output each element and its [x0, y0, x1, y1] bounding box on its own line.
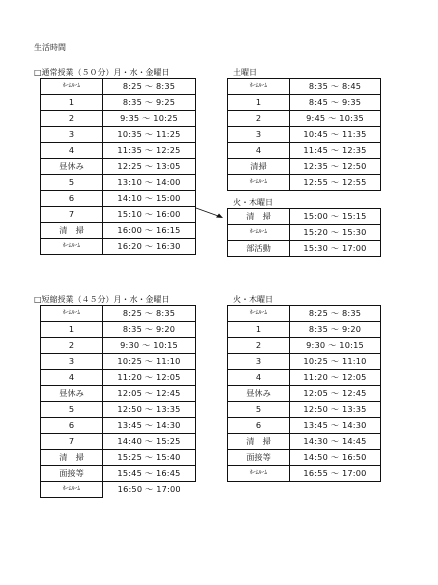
time-cell: 12:35 ～ 12:50 [290, 159, 381, 175]
table-row [41, 322, 196, 338]
table-row [41, 466, 196, 482]
time-cell: 12:25 ～ 13:05 [103, 159, 196, 175]
short-schedule-body [41, 306, 196, 498]
table-row [228, 79, 381, 95]
table-row [228, 450, 381, 466]
time-cell: 13:45 ～ 14:30 [103, 418, 196, 434]
period-cell: 3 [41, 354, 103, 370]
time-cell: 15:45 ～ 16:45 [103, 466, 196, 482]
period-cell: 清掃 [228, 159, 290, 175]
table-row [41, 223, 196, 239]
period-cell: 4 [228, 370, 290, 386]
table-row [228, 241, 381, 257]
time-cell: 14:30 ～ 14:45 [290, 434, 381, 450]
period-cell: 3 [228, 354, 290, 370]
time-cell: 15:20 ～ 15:30 [290, 225, 381, 241]
table-row [228, 127, 381, 143]
table-row [228, 306, 381, 322]
period-cell: 昼休み [228, 386, 290, 402]
table-row [228, 370, 381, 386]
time-cell: 14:10 ～ 15:00 [103, 191, 196, 207]
table-row [41, 434, 196, 450]
time-cell: 15:10 ～ 16:00 [103, 207, 196, 223]
saturday-schedule-heading: 土曜日 [233, 68, 257, 77]
period-cell: 6 [41, 418, 103, 434]
period-cell: 6 [41, 191, 103, 207]
table-row [228, 209, 381, 225]
table-row [41, 191, 196, 207]
time-cell: 13:45 ～ 14:30 [290, 418, 381, 434]
period-cell: 2 [41, 111, 103, 127]
table-row [228, 386, 381, 402]
short-tue-thu-schedule-table [227, 305, 381, 482]
period-cell: 清 掃 [228, 434, 290, 450]
arrow-icon [196, 206, 224, 220]
time-cell: 16:55 ～ 17:00 [290, 466, 381, 482]
time-cell: 8:25 ～ 8:35 [103, 306, 196, 322]
time-cell: 14:50 ～ 16:50 [290, 450, 381, 466]
time-cell: 11:35 ～ 12:25 [103, 143, 196, 159]
time-cell: 10:25 ～ 11:10 [103, 354, 196, 370]
table-row [228, 402, 381, 418]
period-cell: 7 [41, 207, 103, 223]
period-cell: ﾎｰﾑﾙｰﾑ [228, 175, 290, 191]
table-row [41, 127, 196, 143]
table-row [41, 402, 196, 418]
table-row [41, 370, 196, 386]
table-row [41, 239, 196, 255]
table-row [228, 175, 381, 191]
table-row [41, 79, 196, 95]
regular-schedule-heading: □通常授業（５０分）月・水・金曜日 [34, 68, 170, 77]
table-row [228, 354, 381, 370]
table-row [228, 111, 381, 127]
table-row [41, 306, 196, 322]
time-cell: 16:20 ～ 16:30 [103, 239, 196, 255]
period-cell: ﾎｰﾑﾙｰﾑ [228, 466, 290, 482]
period-cell: 5 [41, 175, 103, 191]
period-cell: 4 [228, 143, 290, 159]
time-cell: 12:55 ～ 12:55 [290, 175, 381, 191]
time-cell: 16:50 ～ 17:00 [103, 482, 196, 498]
regular-schedule-table [40, 78, 196, 255]
short-schedule-table [40, 305, 196, 498]
time-cell: 12:50 ～ 13:35 [290, 402, 381, 418]
table-row [228, 95, 381, 111]
time-cell: 12:05 ～ 12:45 [103, 386, 196, 402]
table-row [228, 338, 381, 354]
table-row [41, 175, 196, 191]
table-row [228, 418, 381, 434]
table-row [228, 143, 381, 159]
table-row [41, 159, 196, 175]
time-cell: 8:25 ～ 8:35 [103, 79, 196, 95]
time-cell: 11:20 ～ 12:05 [290, 370, 381, 386]
table-row [41, 482, 196, 498]
period-cell: 清 掃 [41, 450, 103, 466]
period-cell: 昼休み [41, 386, 103, 402]
period-cell: 昼休み [41, 159, 103, 175]
short-schedule-heading: □短縮授業（４５分）月・水・金曜日 [34, 295, 170, 304]
table-row [41, 143, 196, 159]
table-row [228, 225, 381, 241]
period-cell: 2 [41, 338, 103, 354]
table-row [41, 338, 196, 354]
period-cell: 5 [41, 402, 103, 418]
period-cell: ﾎｰﾑﾙｰﾑ [41, 482, 103, 498]
period-cell: 2 [228, 111, 290, 127]
period-cell: ﾎｰﾑﾙｰﾑ [228, 225, 290, 241]
time-cell: 15:25 ～ 15:40 [103, 450, 196, 466]
time-cell: 10:35 ～ 11:25 [103, 127, 196, 143]
time-cell: 16:00 ～ 16:15 [103, 223, 196, 239]
period-cell: ﾎｰﾑﾙｰﾑ [41, 239, 103, 255]
period-cell: ﾎｰﾑﾙｰﾑ [41, 306, 103, 322]
regular-schedule-body [41, 79, 196, 255]
table-row [41, 418, 196, 434]
period-cell: ﾎｰﾑﾙｰﾑ [41, 79, 103, 95]
period-cell: 1 [41, 322, 103, 338]
time-cell: 9:45 ～ 10:35 [290, 111, 381, 127]
period-cell: ﾎｰﾑﾙｰﾑ [228, 79, 290, 95]
time-cell: 9:30 ～ 10:15 [103, 338, 196, 354]
saturday-schedule-table [227, 78, 381, 191]
table-row [41, 386, 196, 402]
period-cell: 清 掃 [228, 209, 290, 225]
period-cell: 1 [228, 95, 290, 111]
time-cell: 8:35 ～ 8:45 [290, 79, 381, 95]
time-cell: 8:25 ～ 8:35 [290, 306, 381, 322]
page-title: 生活時間 [34, 43, 66, 52]
period-cell: 1 [41, 95, 103, 111]
tue-thu-heading: 火・木曜日 [233, 198, 273, 207]
period-cell: 1 [228, 322, 290, 338]
period-cell: 部活動 [228, 241, 290, 257]
time-cell: 12:05 ～ 12:45 [290, 386, 381, 402]
time-cell: 8:35 ～ 9:25 [103, 95, 196, 111]
time-cell: 8:35 ～ 9:20 [290, 322, 381, 338]
period-cell: 面接等 [228, 450, 290, 466]
period-cell: 2 [228, 338, 290, 354]
table-row [41, 354, 196, 370]
time-cell: 13:10 ～ 14:00 [103, 175, 196, 191]
period-cell: 4 [41, 370, 103, 386]
time-cell: 8:35 ～ 9:20 [103, 322, 196, 338]
period-cell: 3 [228, 127, 290, 143]
time-cell: 9:30 ～ 10:15 [290, 338, 381, 354]
tue-thu-schedule-body [228, 209, 381, 257]
period-cell: 5 [228, 402, 290, 418]
time-cell: 10:45 ～ 11:35 [290, 127, 381, 143]
table-row [41, 95, 196, 111]
table-row [228, 434, 381, 450]
period-cell: 7 [41, 434, 103, 450]
table-row [41, 450, 196, 466]
period-cell: 6 [228, 418, 290, 434]
period-cell: 4 [41, 143, 103, 159]
saturday-schedule-body [228, 79, 381, 191]
period-cell: 清 掃 [41, 223, 103, 239]
table-row [41, 207, 196, 223]
tue-thu-schedule-table [227, 208, 381, 257]
time-cell: 9:35 ～ 10:25 [103, 111, 196, 127]
short-tue-thu-schedule-body [228, 306, 381, 482]
period-cell: 3 [41, 127, 103, 143]
time-cell: 14:40 ～ 15:25 [103, 434, 196, 450]
time-cell: 8:45 ～ 9:35 [290, 95, 381, 111]
short-tue-thu-heading: 火・木曜日 [233, 295, 273, 304]
time-cell: 11:45 ～ 12:35 [290, 143, 381, 159]
time-cell: 12:50 ～ 13:35 [103, 402, 196, 418]
table-row [228, 159, 381, 175]
table-row [41, 111, 196, 127]
table-row [228, 466, 381, 482]
time-cell: 11:20 ～ 12:05 [103, 370, 196, 386]
period-cell: ﾎｰﾑﾙｰﾑ [228, 306, 290, 322]
time-cell: 15:00 ～ 15:15 [290, 209, 381, 225]
time-cell: 15:30 ～ 17:00 [290, 241, 381, 257]
time-cell: 10:25 ～ 11:10 [290, 354, 381, 370]
table-row [228, 322, 381, 338]
period-cell: 面接等 [41, 466, 103, 482]
